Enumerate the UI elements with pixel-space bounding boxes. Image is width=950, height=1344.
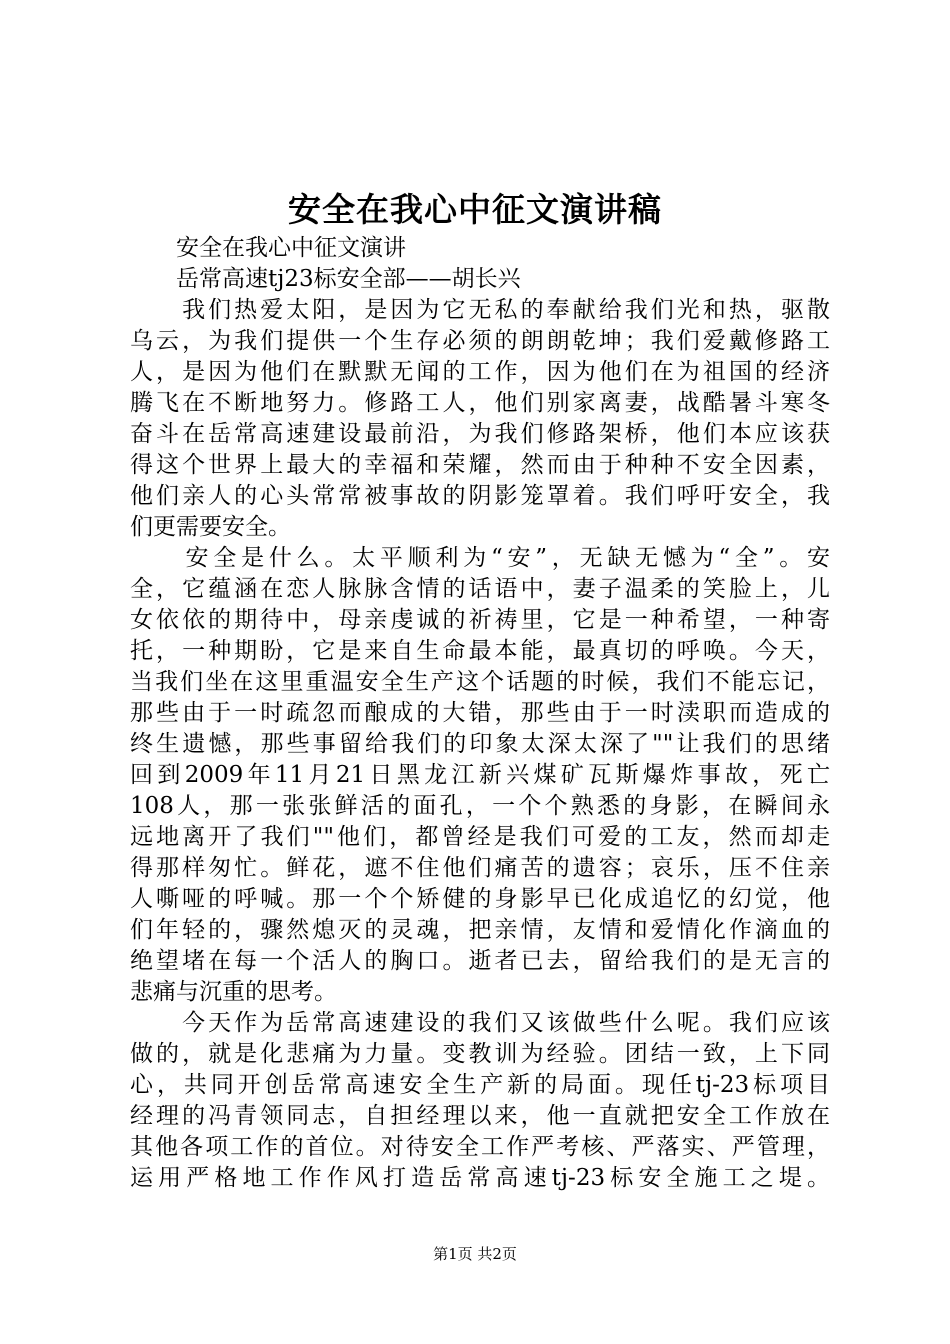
body-line: 乌云，为我们提供一个生存必须的朗朗乾坤；我们爱戴修路工 xyxy=(130,328,830,354)
body-line: 安全是什么。太平顺利为“安”，无缺无憾为“全”。安 xyxy=(130,545,830,571)
body-line: 得这个世界上最大的幸福和荣耀，然而由于种种不安全因素， xyxy=(130,452,830,478)
document-title: 安全在我心中征文演讲稿 xyxy=(288,190,662,229)
body-line: 今天作为岳常高速建设的我们又该做些什么呢。我们应该 xyxy=(130,1010,830,1036)
body-line: 人，是因为他们在默默无闻的工作，因为他们在为祖国的经济 xyxy=(130,359,830,385)
body-line: 远地离开了我们""他们，都曾经是我们可爱的工友，然而却走 xyxy=(130,824,830,850)
body-line: 回到2009年11月21日黑龙江新兴煤矿瓦斯爆炸事故，死亡 xyxy=(130,762,830,788)
body-line: 们更需要安全。 xyxy=(130,514,291,540)
body-line: 他们亲人的心头常常被事故的阴影笼罩着。我们呼吁安全，我 xyxy=(130,483,830,509)
document-body xyxy=(130,233,830,1194)
body-line: 奋斗在岳常高速建设最前沿，为我们修路架桥，他们本应该获 xyxy=(130,421,830,447)
body-line: 运用严格地工作作风打造岳常高速tj-23标安全施工之堤。 xyxy=(130,1165,830,1191)
body-line: 安全在我心中征文演讲 xyxy=(130,235,406,261)
body-line: 108人，那一张张鲜活的面孔，一个个熟悉的身影，在瞬间永 xyxy=(130,793,830,819)
body-line: 岳常高速tj23标安全部——胡长兴 xyxy=(130,266,521,292)
body-line: 腾飞在不断地努力。修路工人，他们别家离妻，战酷暑斗寒冬 xyxy=(130,390,830,416)
body-line: 人嘶哑的呼喊。那一个个矫健的身影早已化成追忆的幻觉，他 xyxy=(130,886,830,912)
body-line: 绝望堵在每一个活人的胸口。逝者已去，留给我们的是无言的 xyxy=(130,948,830,974)
body-line: 女依依的期待中，母亲虔诚的祈祷里，它是一种希望，一种寄 xyxy=(130,607,830,633)
body-line: 经理的冯青领同志，自担经理以来，他一直就把安全工作放在 xyxy=(130,1103,830,1129)
body-line: 终生遗憾，那些事留给我们的印象太深太深了""让我们的思绪 xyxy=(130,731,830,757)
body-line: 得那样匆忙。鲜花，遮不住他们痛苦的遗容；哀乐，压不住亲 xyxy=(130,855,830,881)
body-line: 我们热爱太阳，是因为它无私的奉献给我们光和热，驱散 xyxy=(130,297,830,323)
body-line: 当我们坐在这里重温安全生产这个话题的时候，我们不能忘记， xyxy=(130,669,830,695)
body-line: 托，一种期盼，它是来自生命最本能，最真切的呼唤。今天， xyxy=(130,638,830,664)
body-line: 全，它蕴涵在恋人脉脉含情的话语中，妻子温柔的笑脸上，儿 xyxy=(130,576,830,602)
body-line: 悲痛与沉重的思考。 xyxy=(130,979,337,1005)
page-footer: 第1页 共2页 xyxy=(433,1245,517,1263)
body-line: 其他各项工作的首位。对待安全工作严考核、严落实、严管理， xyxy=(130,1134,830,1160)
body-line: 们年轻的，骤然熄灭的灵魂，把亲情，友情和爱情化作滴血的 xyxy=(130,917,830,943)
body-line: 做的，就是化悲痛为力量。变教训为经验。团结一致，上下同 xyxy=(130,1041,830,1067)
body-line: 那些由于一时疏忽而酿成的大错，那些由于一时渎职而造成的 xyxy=(130,700,830,726)
body-line: 心，共同开创岳常高速安全生产新的局面。现任tj-23标项目 xyxy=(130,1072,830,1098)
